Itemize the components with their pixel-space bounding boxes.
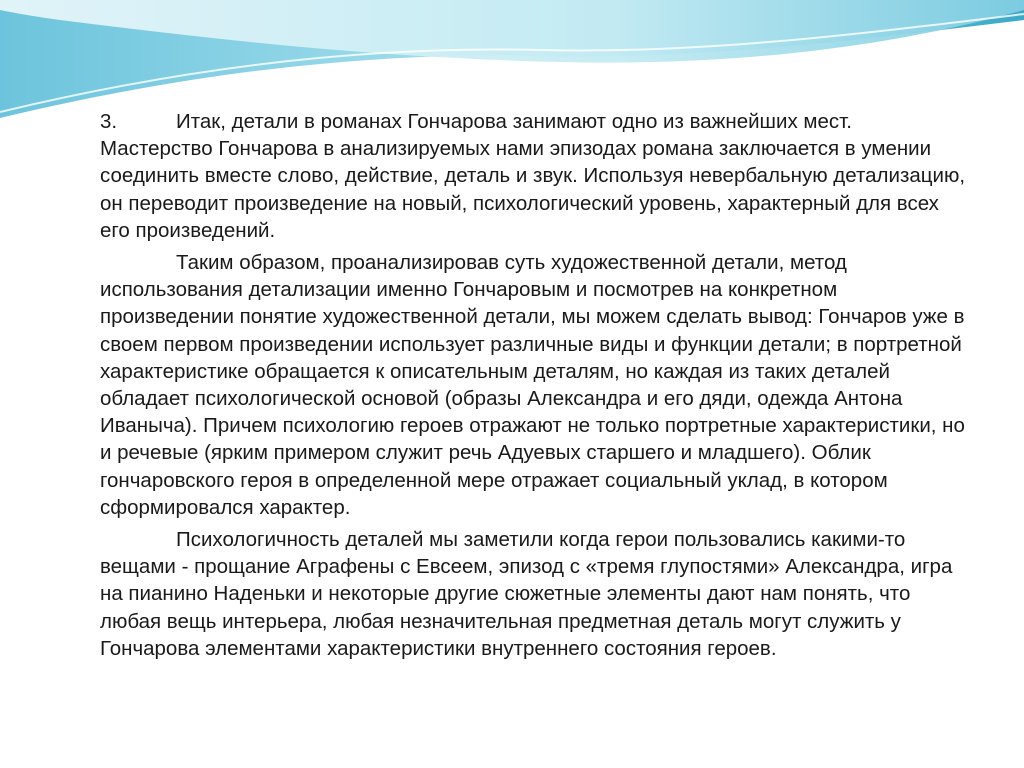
paragraph-number: 3. bbox=[100, 110, 118, 133]
paragraph-2: Таким образом, проанализировав суть художественной детали, метод использования детализации именно Гончаровым и посмотрев на конкретном произведении понятие художественной детали, мы можем сделать вывод: Гончаров уже в своем первом произведении использует различные виды и функции детали; в портретной характеристике обращается к описательным деталям, но каждая из таких деталей обладает психологической основой (образы Александра и его дяди, одежда Антона Иваныча). Причем психологию героев отражают не только портретные характеристики, но и речевые (ярким примером служит речь Адуевых старшего и младшего). Облик гончаровского героя в определенной мере отражает социальный уклад, в котором сформировался характер. bbox=[100, 251, 965, 519]
slide-body bbox=[100, 108, 970, 662]
paragraph-1-text: Итак, детали в романах Гончарова занимают одно из важнейших мест. Мастерство Гончарова в анализируемых нами эпизодах романа заключается в умении соединить вместе слово, действие, деталь и звук. Используя невербальную детализацию, он переводит произведение на новый, психологический уровень, характерный для всех его произведений. bbox=[100, 110, 966, 242]
paragraph-1 bbox=[100, 108, 970, 244]
paragraph-3: Психологичность деталей мы заметили когда герои пользовались какими-то вещами - прощание Аграфены с Евсеем, эпизод с «тремя глупостями» Александра, игра на пианино Наденьки и некоторые другие сюжетные элементы дают нам понять, что любая вещь интерьера, любая незначительная предметная деталь могут служить у Гончарова элементами характеристики внутреннего состояния героев. bbox=[100, 528, 953, 660]
